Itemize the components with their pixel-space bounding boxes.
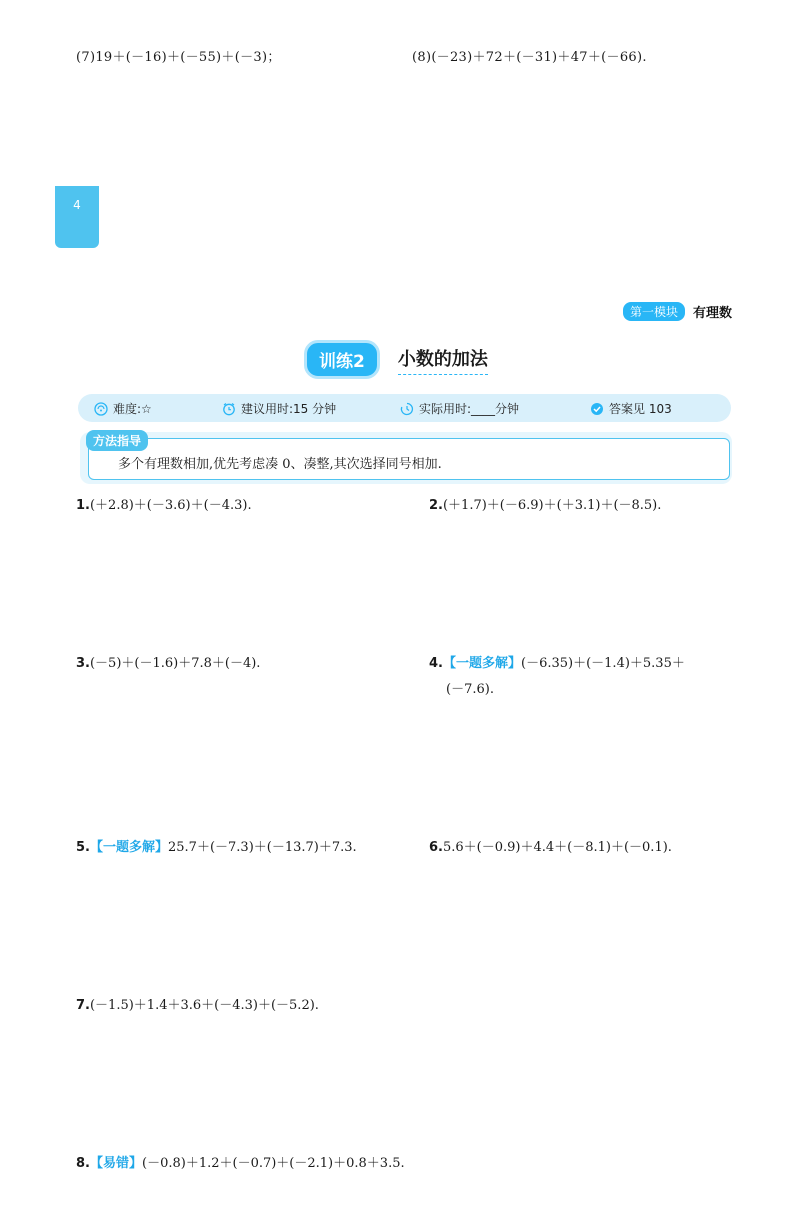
answer-item [590, 400, 672, 417]
page-number-tab: 4 [55, 186, 99, 248]
question-number: 1. [76, 498, 90, 513]
title-badge: 训练2 [304, 340, 380, 379]
question-expr: 5.6＋(－0.9)＋4.4＋(－8.1)＋(－0.1). [442, 840, 672, 855]
question-2 [429, 494, 661, 513]
question-4 [429, 652, 685, 671]
check-circle-icon [590, 402, 604, 416]
question-expr: (＋2.8)＋(－3.6)＋(－4.3). [89, 498, 252, 513]
module-label [623, 302, 732, 321]
actual-time-item [400, 400, 519, 417]
question-number: 8. [76, 1156, 90, 1171]
question-1 [76, 494, 252, 513]
module-badge: 第一模块 [623, 302, 685, 321]
question-expr: (－6.35)＋(－1.4)＋5.35＋ [521, 656, 685, 671]
difficulty-item [94, 400, 152, 417]
difficulty-text: 难度:☆ [113, 402, 152, 416]
question-expr: (－0.8)＋1.2＋(－0.7)＋(－2.1)＋0.8＋3.5. [142, 1156, 405, 1171]
section-title [304, 340, 488, 379]
question-6 [429, 836, 672, 855]
page-title: 小数的加法 [398, 345, 488, 375]
method-tag: 方法指导 [86, 430, 148, 451]
signal-icon [94, 402, 108, 416]
question-expr: (－1.5)＋1.4＋3.6＋(－4.3)＋(－5.2). [89, 998, 319, 1013]
question-number: 6. [429, 840, 443, 855]
problem-7: (7)19＋(－16)＋(－55)＋(－3)； [76, 50, 281, 65]
timer-icon [400, 402, 414, 416]
problem-8: (8)(－23)＋72＋(－31)＋47＋(－66). [412, 50, 647, 65]
question-3 [76, 652, 260, 671]
question-expr: 25.7＋(－7.3)＋(－13.7)＋7.3. [168, 840, 357, 855]
question-expr: (＋1.7)＋(－6.9)＋(＋3.1)＋(－8.5). [442, 498, 662, 513]
question-number: 3. [76, 656, 90, 671]
question-4-continued: (－7.6). [446, 682, 494, 697]
question-number: 4. [429, 656, 443, 671]
question-tag: 【易错】 [89, 1156, 142, 1171]
suggested-time-text: 建议用时:15 分钟 [241, 402, 337, 416]
question-7 [76, 994, 319, 1013]
method-text: 多个有理数相加,优先考虑凑 0、凑整,其次选择同号相加. [118, 457, 442, 472]
question-expr: (－5)＋(－1.6)＋7.8＋(－4). [89, 656, 261, 671]
question-number: 2. [429, 498, 443, 513]
info-bar [78, 394, 731, 422]
question-tag: 【一题多解】 [89, 840, 168, 855]
question-number: 5. [76, 840, 90, 855]
question-number: 7. [76, 998, 90, 1013]
actual-time-text: 实际用时:____分钟 [419, 402, 520, 416]
alarm-clock-icon [222, 402, 236, 416]
answer-text: 答案见 103 [609, 402, 672, 416]
module-name: 有理数 [692, 306, 732, 321]
question-5 [76, 836, 357, 855]
question-tag: 【一题多解】 [442, 656, 521, 671]
suggested-time-item [222, 400, 336, 417]
question-8 [76, 1152, 405, 1171]
